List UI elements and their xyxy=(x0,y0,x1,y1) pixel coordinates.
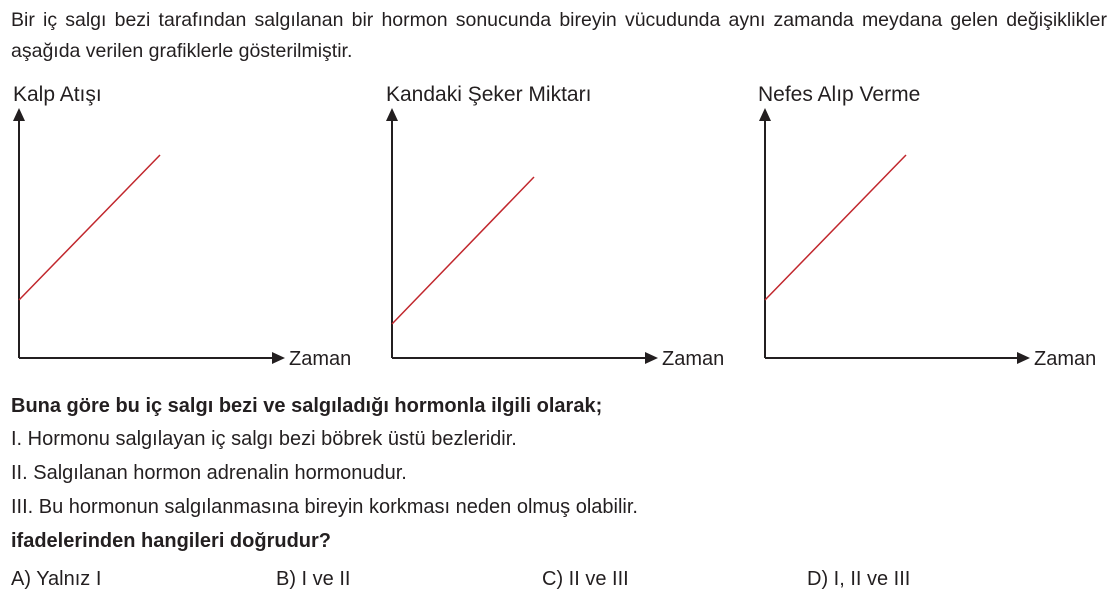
series-line xyxy=(19,155,160,300)
series-line xyxy=(392,177,534,324)
option-a[interactable]: A) Yalnız I xyxy=(11,568,102,590)
x-axis-arrow-icon xyxy=(1017,352,1030,364)
y-axis-arrow-icon xyxy=(386,108,398,121)
series-line xyxy=(765,155,906,300)
y-axis-arrow-icon xyxy=(13,108,25,121)
x-axis-label: Zaman xyxy=(289,348,352,370)
x-axis-arrow-icon xyxy=(645,352,658,364)
intro-paragraph: Bir iç salgı bezi tarafından salgılanan bir hormon sonucunda bireyin vücudunda aynı zamanda meydana gelen değişiklikler aşağıda verilen grafiklerle gösterilmiştir. xyxy=(11,9,1107,62)
option-b[interactable]: B) I ve II xyxy=(276,568,351,590)
y-axis-arrow-icon xyxy=(759,108,771,121)
question-prompt: ifadelerinden hangileri doğrudur? xyxy=(11,530,332,552)
chart-breathing xyxy=(759,108,1096,370)
chart-blood-sugar xyxy=(386,108,724,370)
x-axis-arrow-icon xyxy=(272,352,285,364)
statement-3: III. Bu hormonun salgılanmasına bireyin korkması neden olmuş olabilir. xyxy=(11,496,638,518)
statement-2: II. Salgılanan hormon adrenalin hormonudur. xyxy=(11,462,407,484)
question-stem: Buna göre bu iç salgı bezi ve salgıladığı hormonla ilgili olarak; xyxy=(11,395,603,417)
x-axis-label: Zaman xyxy=(662,348,725,370)
statement-1: I. Hormonu salgılayan iç salgı bezi böbrek üstü bezleridir. xyxy=(11,428,517,450)
chart-title-breathing: Nefes Alıp Verme xyxy=(758,83,921,106)
chart-title-blood-sugar: Kandaki Şeker Miktarı xyxy=(386,83,592,106)
option-c[interactable]: C) II ve III xyxy=(542,568,629,590)
option-d[interactable]: D) I, II ve III xyxy=(807,568,911,590)
chart-heart-rate xyxy=(13,108,351,370)
x-axis-label: Zaman xyxy=(1034,348,1097,370)
chart-title-heart-rate: Kalp Atışı xyxy=(13,83,102,106)
